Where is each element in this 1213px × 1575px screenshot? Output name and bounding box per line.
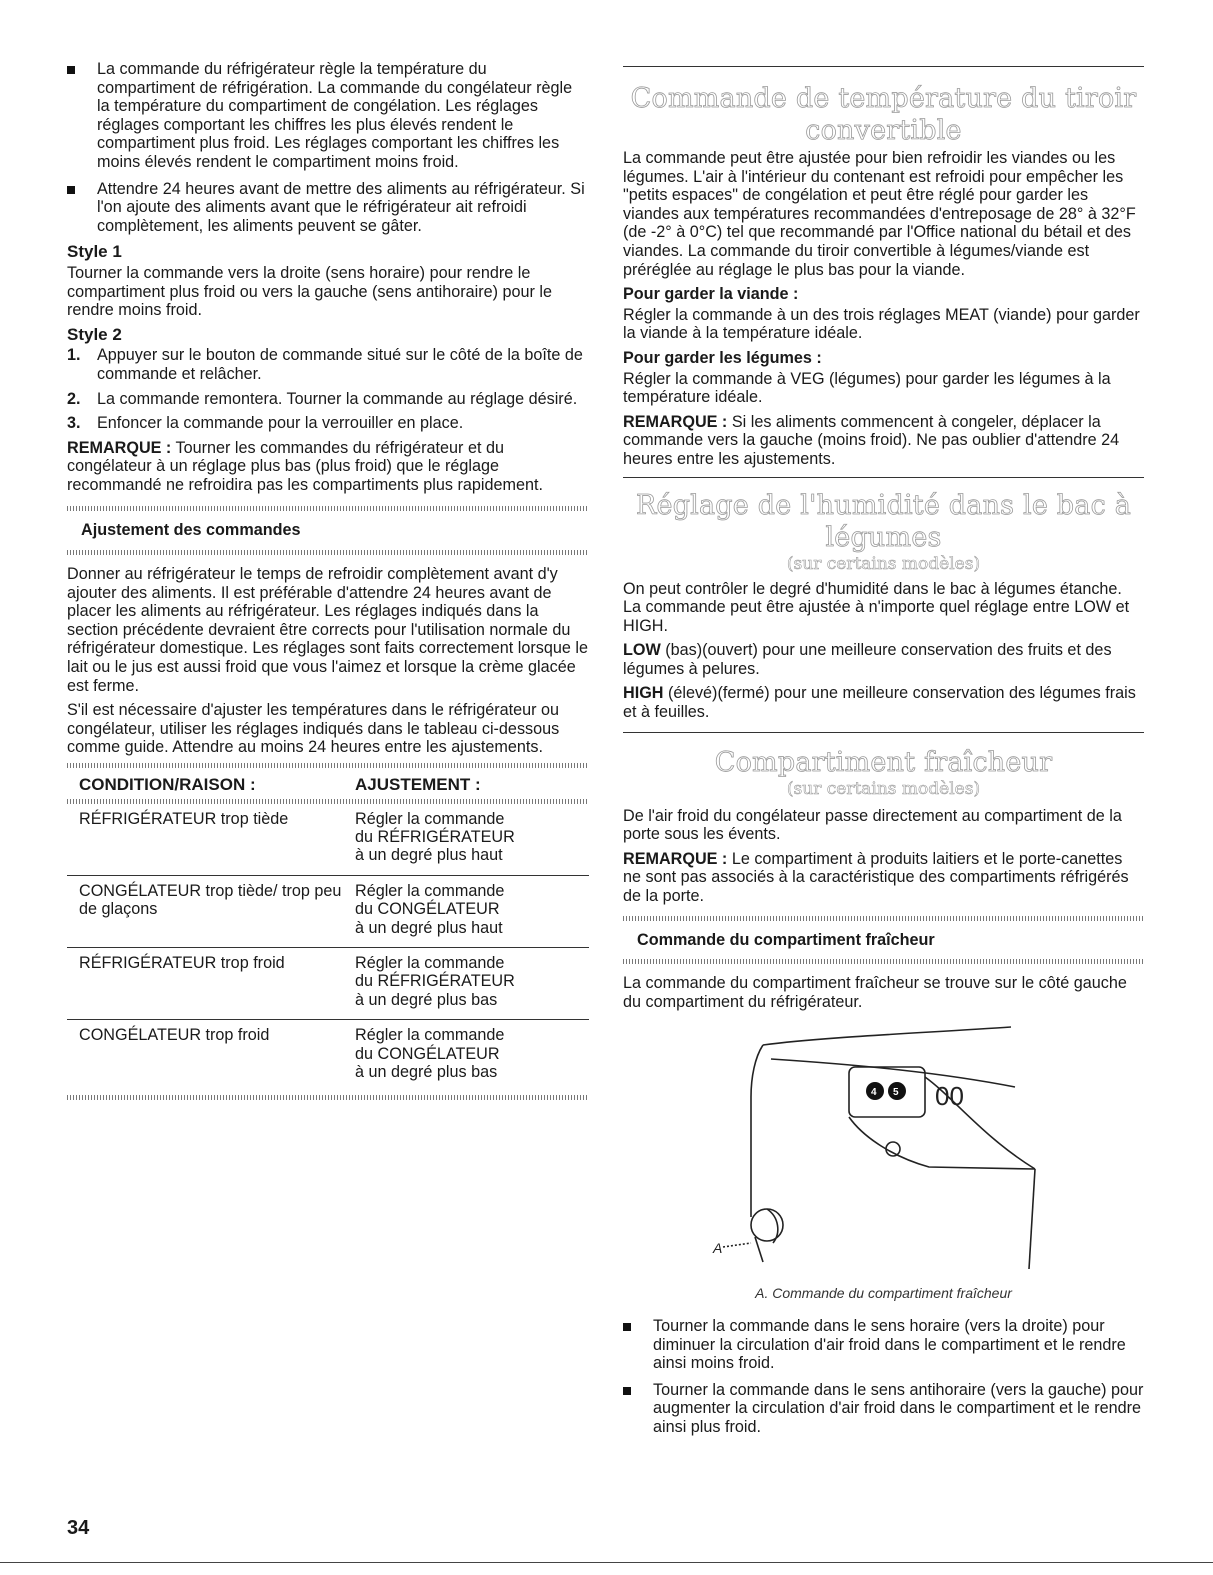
page-number: 34	[67, 1517, 90, 1539]
fresh-compartment-figure	[623, 1017, 1144, 1282]
table-cell-condition: RÉFRIGÉRATEUR trop froid	[79, 954, 285, 973]
figure-callout-label: A	[713, 1240, 723, 1257]
high-text: (élevé)(fermé) pour une meilleure conservation des légumes frais et à feuilles.	[623, 684, 1136, 722]
adjust-paragraph-1: Donner au réfrigérateur le temps de refroidir complètement avant d'y ajouter des aliments. Il est préférable d'attendre 24 heures avant de placer les aliments au réfrigérateur. Les réglages indiqués dans la section précédente devraient être corrects pour l'utilisation normale du réfrigérateur domestique. Les réglages sont faits correctement lorsque le lait ou le jus est aussi froid que vous l'aimez et lorsque la crème glacée est ferme.	[67, 565, 588, 695]
low-text: (bas)(ouvert) pour une meilleure conservation des fruits et des légumes à pelures.	[623, 641, 1112, 678]
table-header-adjustment: AJUSTEMENT :	[355, 775, 481, 794]
veg-text: Régler la commande à VEG (légumes) pour garder les légumes à la température idéale.	[623, 369, 1111, 407]
table-cell-adjustment: Régler la commande du CONGÉLATEUR à un degré plus haut	[355, 881, 505, 937]
table-row	[67, 1020, 589, 1091]
dotted-divider	[623, 959, 1144, 964]
adjust-paragraph-2: S'il est nécessaire d'ajuster les températures dans le réfrigérateur ou congélateur, utiliser les réglages indiqués dans le tableau ci-dessous comme guide. Attendre au moins 24 heures entre les ajustements.	[67, 701, 560, 757]
bullet-item	[623, 1381, 1144, 1437]
svg-text:4: 4	[871, 1087, 877, 1099]
remark-text: Tourner les commandes du réfrigérateur et du congélateur à un réglage plus bas (plus froid) que le réglage recommandé ne refroidira pas les compartiments plus rapidement.	[67, 438, 543, 494]
table-cell-adjustment: Régler la commande du CONGÉLATEUR à un degré plus bas	[355, 1026, 505, 1082]
low-paragraph	[623, 641, 1144, 678]
high-label: HIGH	[623, 684, 664, 703]
remark-paragraph	[623, 413, 1144, 469]
bullet-text: Attendre 24 heures avant de mettre des aliments au réfrigérateur. Si l'on ajoute des aliments avant que le réfrigérateur ait refroidi complètement, les aliments peuvent se gâter.	[97, 179, 585, 235]
dotted-divider	[67, 550, 589, 555]
table-cell-condition: CONGÉLATEUR trop tiède/ trop peu de glaçons	[79, 881, 342, 919]
humidity-paragraph: On peut contrôler le degré d'humidité dans le bac à légumes étanche. La commande peut être ajustée à n'importe quel réglage entre LOW et HIGH.	[623, 579, 1130, 635]
remark-label: REMARQUE :	[623, 412, 728, 431]
dotted-divider	[623, 916, 1144, 921]
style2-heading: Style 2	[67, 324, 122, 344]
table-row	[67, 804, 589, 876]
section-rule	[623, 732, 1144, 733]
bullet-text: Tourner la commande dans le sens horaire (vers la droite) pour diminuer la circulation d'air froid dans le compartiment et le rendre ainsi moins froid.	[653, 1317, 1126, 1373]
table-cell-adjustment: Régler la commande du RÉFRIGÉRATEUR à un degré plus bas	[355, 954, 515, 1009]
right-column	[623, 66, 1144, 1445]
meat-heading: Pour garder la viande :	[623, 285, 799, 304]
fresh-control-heading: Commande du compartiment fraîcheur	[637, 930, 935, 949]
step-item	[67, 346, 589, 383]
dotted-divider	[67, 1095, 589, 1100]
step-number: 1.	[67, 346, 81, 365]
dotted-divider	[67, 763, 589, 768]
bullet-text: Tourner la commande dans le sens antihoraire (vers la gauche) pour augmenter la circulation d'air froid dans le compartiment et le rendre ainsi plus froid.	[653, 1380, 1144, 1436]
remark-text: Le compartiment à produits laitiers et le porte-canettes ne sont pas associés à la caractéristique des compartiments réfrigérés de la porte.	[623, 849, 1129, 906]
table-row	[67, 876, 589, 948]
step-number: 3.	[67, 414, 81, 433]
bullet-item	[623, 1317, 1144, 1373]
remark-text: Si les aliments commencent à congeler, déplacer la commande vers la gauche (moins froid). Ne pas oublier d'attendre 24 heures entre les ajustements.	[623, 412, 1120, 468]
table-header-condition: CONDITION/RAISON :	[79, 775, 256, 794]
step-number: 2.	[67, 389, 81, 408]
drawer-paragraph: La commande peut être ajustée pour bien refroidir les viandes ou les légumes. L'air à l'intérieur du contenant est refroidi pour empêcher les "petits espaces" de congélation et peut être réglé pour garder les viandes aux températures recommandées d'entreposage de 28° à 32°F (de -2° à 0°C) tel que recommandé par l'Office national du bétail et des viandes. La commande du tiroir convertible à légumes/viande est préréglée au réglage le plus bas pour la viande.	[623, 149, 1136, 279]
step-text: Enfoncer la commande pour la verrouiller en place.	[97, 414, 464, 433]
fresh-section-title: Compartiment fraîcheur	[714, 746, 1053, 778]
table-cell-condition: RÉFRIGÉRATEUR trop tiède	[79, 809, 289, 828]
remark-paragraph	[67, 439, 589, 495]
table-cell-condition: CONGÉLATEUR trop froid	[79, 1026, 270, 1045]
section-rule	[623, 66, 1144, 67]
drawer-section-title: Commande de température du tiroir convertible	[630, 83, 1137, 146]
bullet-item	[67, 60, 589, 172]
step-item	[67, 390, 589, 409]
table-cell-adjustment: Régler la commande du RÉFRIGÉRATEUR à un degré plus haut	[355, 809, 515, 865]
remark-label: REMARQUE :	[623, 849, 728, 868]
fresh-paragraph: De l'air froid du congélateur passe directement au compartiment de la porte sous les évents.	[623, 806, 1122, 844]
fresh-compartment-illustration	[623, 1017, 1144, 1282]
bullet-text: La commande du réfrigérateur règle la température du compartiment de réfrigération. La commande du congélateur règle la température du compartiment de congélation. Les réglages réglages comportant les chiffres les plus élevés rendent le compartiment plus froid. Les réglages comportant les chiffres les moins élevés rendent le compartiment moins froid.	[97, 60, 573, 171]
step-text: Appuyer sur le bouton de commande situé sur le côté de la boîte de commande et relâcher.	[97, 346, 583, 383]
adjust-heading: Ajustement des commandes	[81, 521, 301, 540]
fresh-section-subtitle: (sur certains modèles)	[786, 778, 981, 799]
svg-text:5: 5	[893, 1087, 899, 1099]
bullet-square-icon	[623, 1323, 631, 1331]
bullet-square-icon	[67, 66, 75, 74]
page-bottom-rule	[0, 1562, 1213, 1563]
style1-text: Tourner la commande vers la droite (sens horaire) pour rendre le compartiment plus froid ou vers la gauche (sens antihoraire) pour le rendre moins froid.	[67, 263, 552, 320]
step-item	[67, 414, 589, 433]
style1-heading: Style 1	[67, 242, 122, 262]
remark-paragraph	[623, 850, 1144, 906]
bullet-square-icon	[623, 1387, 631, 1395]
remark-label: REMARQUE :	[67, 438, 172, 457]
meat-text: Régler la commande à un des trois réglages MEAT (viande) pour garder la viande à la température idéale.	[623, 305, 1140, 343]
humidity-section-subtitle: (sur certains modèles)	[786, 553, 981, 574]
bullet-item	[67, 180, 589, 236]
left-column	[67, 60, 589, 1104]
veg-heading: Pour garder les légumes :	[623, 348, 822, 367]
bullet-square-icon	[67, 186, 75, 194]
step-text: La commande remontera. Tourner la commande au réglage désiré.	[97, 389, 578, 408]
fresh-dial-digits: 00	[935, 1081, 964, 1112]
table-header	[67, 772, 589, 799]
humidity-section-title: Réglage de l'humidité dans le bac à légumes	[635, 489, 1131, 553]
table-row	[67, 948, 589, 1020]
figure-caption: A. Commande du compartiment fraîcheur	[755, 1285, 1012, 1302]
fresh-control-text: La commande du compartiment fraîcheur se trouve sur le côté gauche du compartiment du réfrigérateur.	[623, 974, 1127, 1011]
dotted-divider	[67, 506, 589, 511]
high-paragraph	[623, 684, 1144, 721]
section-rule	[623, 477, 1144, 478]
low-label: LOW	[623, 641, 661, 660]
